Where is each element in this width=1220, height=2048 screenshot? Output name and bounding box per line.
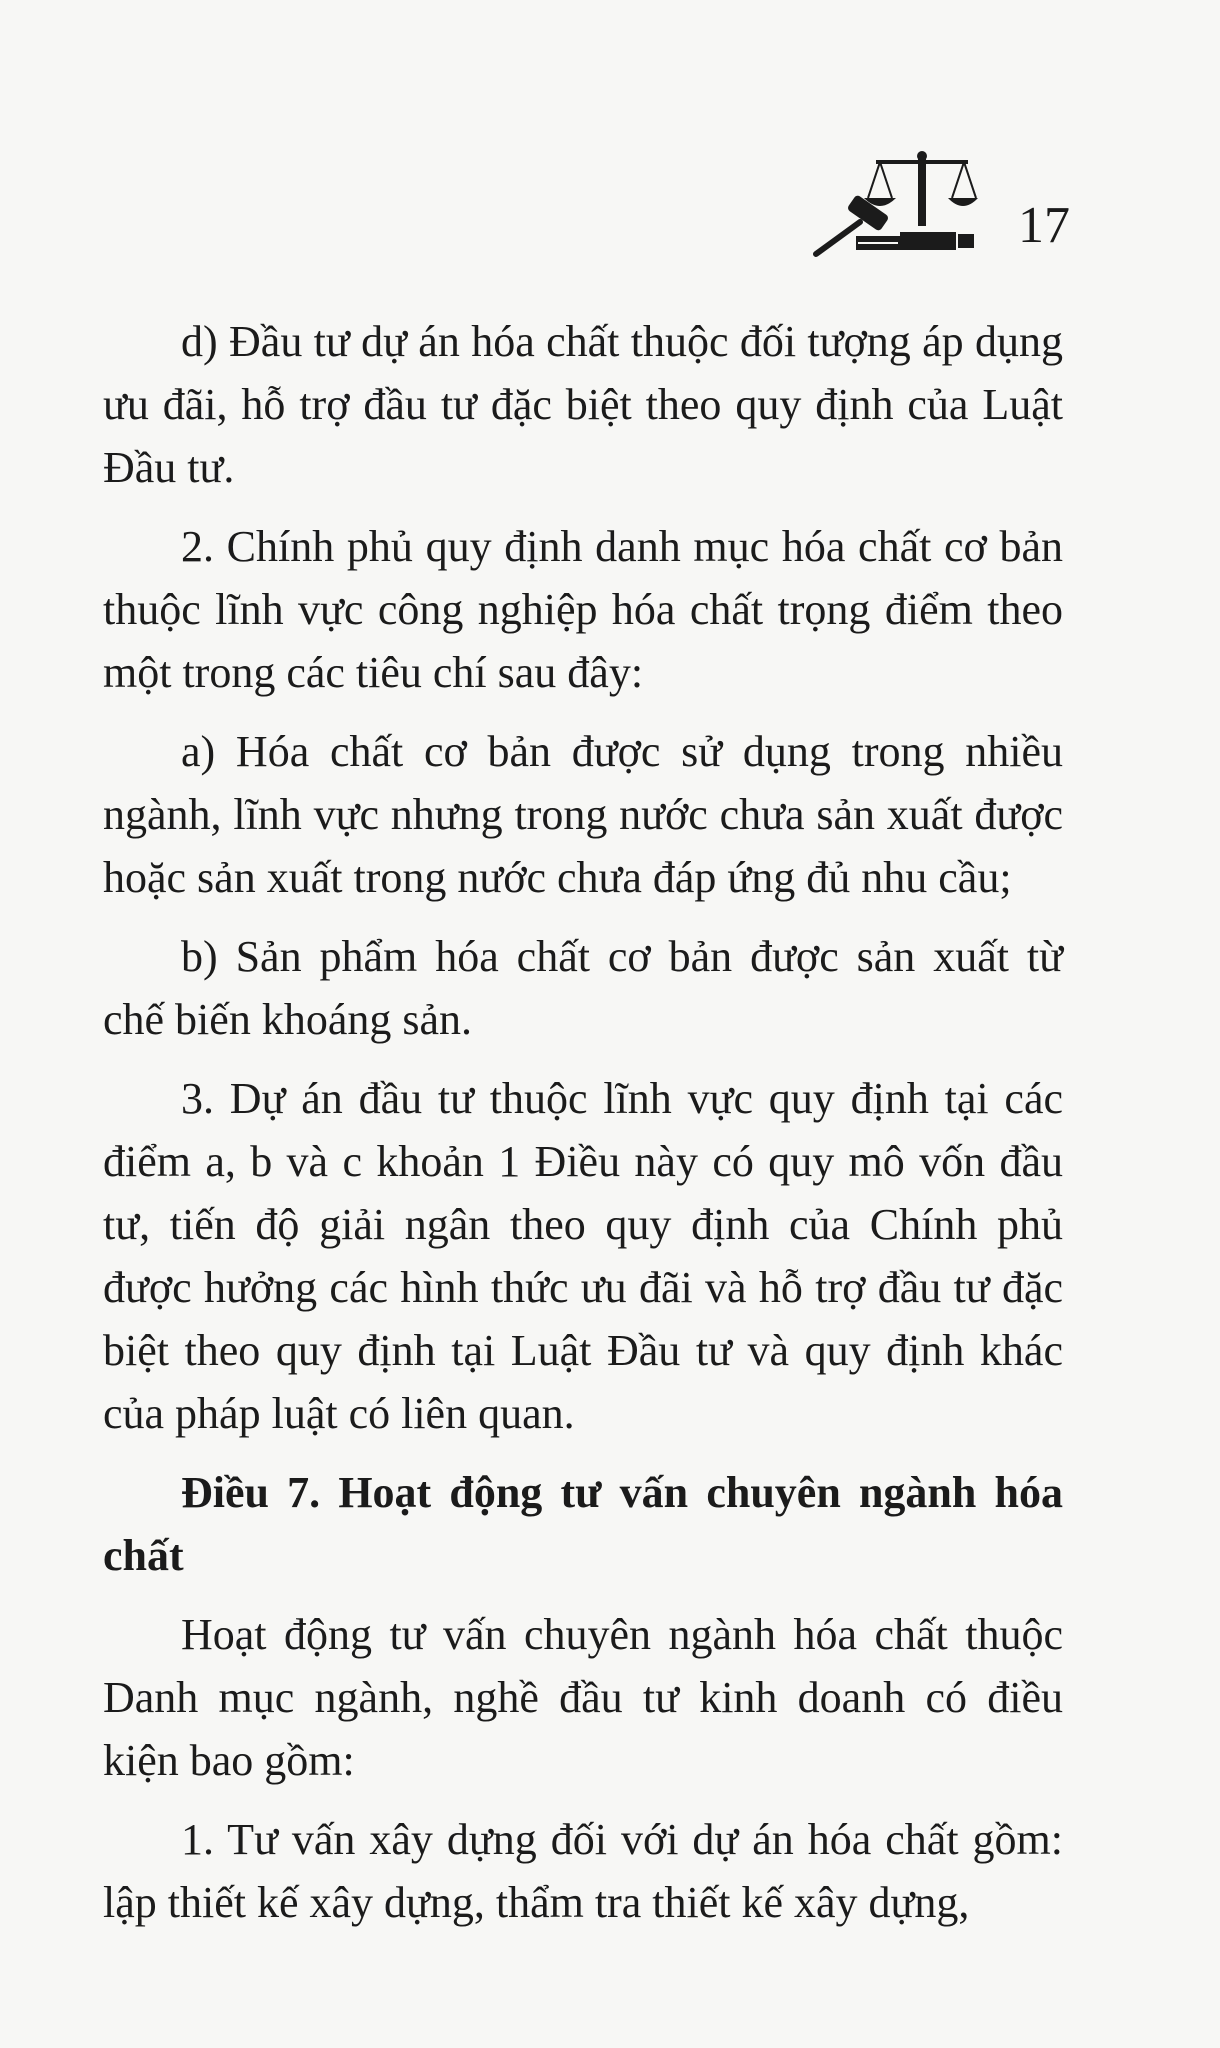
page-header <box>808 150 1070 260</box>
scales-and-gavel-icon <box>808 150 978 260</box>
paragraph-a-criteria: a) Hóa chất cơ bản được sử dụng trong nhiều ngành, lĩnh vực nhưng trong nước chưa sản xuất được hoặc sản xuất trong nước chưa đáp ứng đủ nhu cầu; <box>103 727 1063 902</box>
article-7-item-1: 1. Tư vấn xây dựng đối với dự án hóa chất gồm: lập thiết kế xây dựng, thẩm tra thiết kế xây dựng, <box>103 1815 1063 1927</box>
paragraph-2-basic-chemicals-list: 2. Chính phủ quy định danh mục hóa chất cơ bản thuộc lĩnh vực công nghiệp hóa chất trọng điểm theo một trong các tiêu chí sau đây: <box>103 522 1063 697</box>
page-body <box>103 310 1063 1950</box>
paragraph-d-special-incentives: d) Đầu tư dự án hóa chất thuộc đối tượng áp dụng ưu đãi, hỗ trợ đầu tư đặc biệt theo quy định của Luật Đầu tư. <box>103 317 1063 492</box>
paragraph-b-criteria: b) Sản phẩm hóa chất cơ bản được sản xuất từ chế biến khoáng sản. <box>103 932 1063 1044</box>
article-7-heading: Điều 7. Hoạt động tư vấn chuyên ngành hóa chất <box>103 1468 1063 1580</box>
page-number: 17 <box>1018 197 1070 254</box>
article-7-intro: Hoạt động tư vấn chuyên ngành hóa chất thuộc Danh mục ngành, nghề đầu tư kinh doanh có điều kiện bao gồm: <box>103 1610 1063 1785</box>
paragraph-3-investment-projects: 3. Dự án đầu tư thuộc lĩnh vực quy định tại các điểm a, b và c khoản 1 Điều này có quy mô vốn đầu tư, tiến độ giải ngân theo quy định của Chính phủ được hưởng các hình thức ưu đãi và hỗ trợ đầu tư đặc biệt theo quy định tại Luật Đầu tư và quy định khác của pháp luật có liên quan. <box>103 1074 1063 1438</box>
